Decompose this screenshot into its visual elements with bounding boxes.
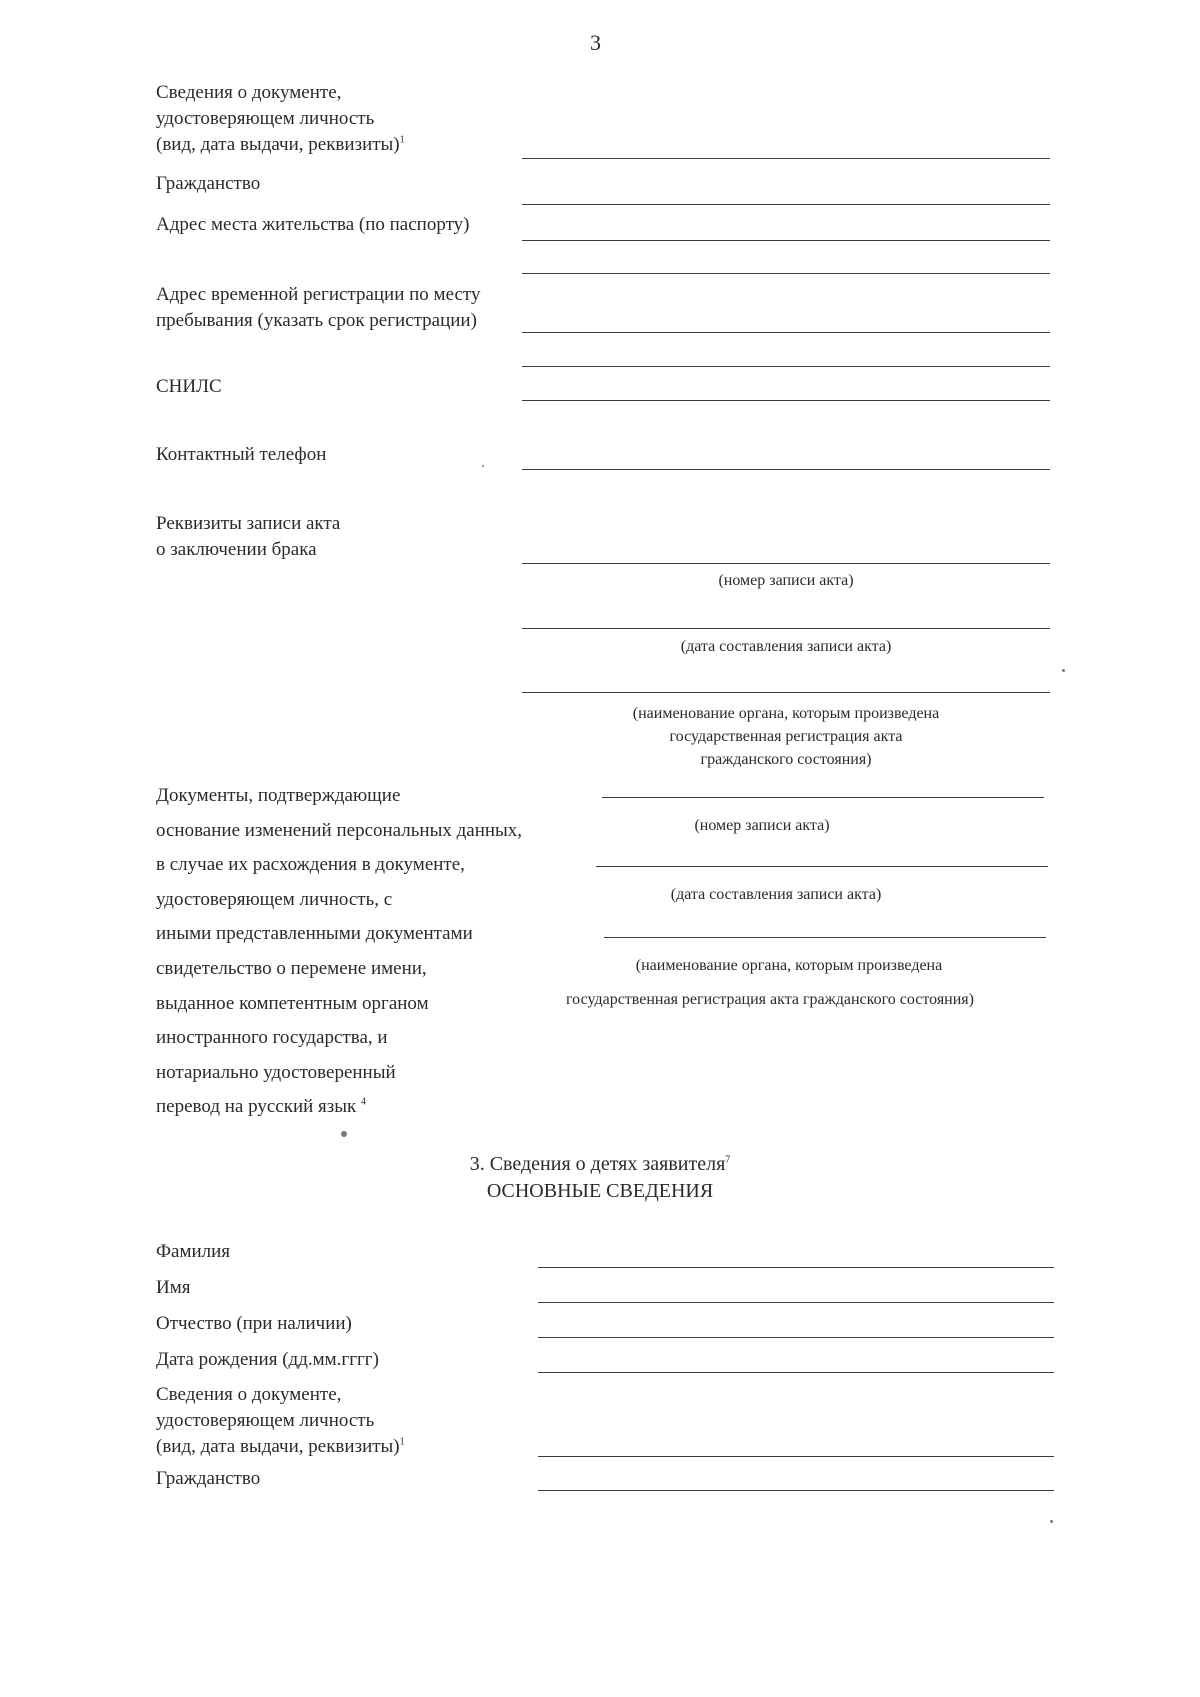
child-name-label: Имя [156,1277,191,1298]
confirming-number-caption: (номер записи акта) [694,817,830,834]
confirming-authority-caption-1: (наименование органа, которым произведена [635,957,943,974]
confirming-documents-label-line: перевод на русский язык $^4$ [156,1096,367,1118]
marriage-record-authority-caption-line: государственная регистрация акта [669,728,903,745]
temp-registration-label-line: пребывания (указать срок регистрации) [156,310,477,331]
id-document-label-line: Сведения о документе, [156,82,342,103]
confirming-number-line[interactable] [602,797,1044,798]
footnote-marker: 1 [399,134,405,146]
marriage-record-label [156,511,340,563]
child-id-document-label [156,1382,405,1460]
id-document-label-line: удостоверяющем личность [156,108,375,129]
scan-speck [1062,669,1065,672]
snils-label: СНИЛС [156,376,222,397]
footnote-marker: 1 [399,1436,405,1448]
confirming-date-caption: (дата составления записи акта) [670,886,882,903]
confirming-documents-label-line: нотариально удостоверенный [156,1061,396,1083]
residence-address-label: Адрес места жительства (по паспорту) [156,214,470,235]
child-id-document-input-line[interactable] [538,1456,1054,1457]
temp-registration-input-line-2[interactable] [522,366,1050,367]
confirming-documents-label-line: в случае их расхождения в документе, [156,854,465,876]
marriage-record-number-caption: (номер записи акта) [718,572,854,589]
child-id-document-label-line: Сведения о документе, [156,1384,342,1405]
citizenship-label: Гражданство [156,173,261,194]
scan-speck [341,1131,347,1137]
marriage-record-authority-caption-line: (наименование органа, которым произведена [632,705,940,722]
scan-speck [482,465,484,467]
confirming-documents-label [156,779,522,1125]
confirming-authority-line[interactable] [604,937,1046,938]
child-patronymic-input-line[interactable] [538,1337,1054,1338]
children-section-title: 3. Сведения о детях заявителя$^7$ [469,1153,731,1175]
marriage-record-number-line[interactable] [522,563,1050,564]
confirming-documents-label-line: Документы, подтверждающие [156,785,401,806]
id-document-label-line: (вид, дата выдачи, реквизиты)$^1$ [156,134,405,155]
residence-address-input-line-2[interactable] [522,273,1050,274]
marriage-record-authority-caption [522,702,1050,771]
temp-registration-label-line: Адрес временной регистрации по месту [156,284,481,305]
child-citizenship-input-line[interactable] [538,1490,1054,1491]
children-section-subtitle: ОСНОВНЫЕ СВЕДЕНИЯ [486,1180,714,1202]
marriage-record-authority-line[interactable] [522,692,1050,693]
footnote-marker: 7 [725,1154,731,1166]
confirming-documents-label-line: свидетельство о перемене имени, [156,957,427,979]
child-surname-label: Фамилия [156,1241,231,1262]
scan-speck [1050,1520,1053,1523]
confirming-documents-label-line: иными представленными документами [156,923,473,945]
temp-registration-label [156,282,480,334]
citizenship-input-line[interactable] [522,204,1050,205]
snils-input-line[interactable] [522,400,1050,401]
confirming-documents-label-line: основание изменений персональных данных, [156,819,523,841]
marriage-record-label-line: о заключении брака [156,539,317,560]
phone-label: Контактный телефон [156,444,327,465]
footnote-marker: 4 [361,1097,367,1109]
confirming-documents-label-line: выданное компетентным органом [156,992,429,1014]
child-name-input-line[interactable] [538,1302,1054,1303]
child-birth-date-input-line[interactable] [538,1372,1054,1373]
temp-registration-input-line[interactable] [522,332,1050,333]
id-document-input-line[interactable] [522,158,1050,159]
marriage-record-authority-caption-line: гражданского состояния) [700,751,872,768]
child-id-document-label-line: (вид, дата выдачи, реквизиты)$^1$ [156,1436,405,1457]
id-document-label [156,80,405,158]
confirming-documents-label-line: удостоверяющем личность, с [156,888,393,910]
child-surname-input-line[interactable] [538,1267,1054,1268]
confirming-documents-label-line: иностранного государства, и [156,1027,388,1049]
marriage-record-label-line: Реквизиты записи акта [156,513,341,534]
child-id-document-label-line: удостоверяющем личность [156,1410,375,1431]
marriage-record-date-caption: (дата составления записи акта) [680,638,892,655]
marriage-record-date-line[interactable] [522,628,1050,629]
child-citizenship-label: Гражданство [156,1468,261,1489]
confirming-authority-caption-2: государственная регистрация акта гражданского состояния) [566,991,974,1008]
phone-input-line[interactable] [522,469,1050,470]
child-patronymic-label: Отчество (при наличии) [156,1313,352,1334]
child-birth-date-label: Дата рождения (дд.мм.гггг) [156,1349,379,1370]
confirming-date-line[interactable] [596,866,1048,867]
page-number: 3 [590,30,601,55]
residence-address-input-line[interactable] [522,240,1050,241]
